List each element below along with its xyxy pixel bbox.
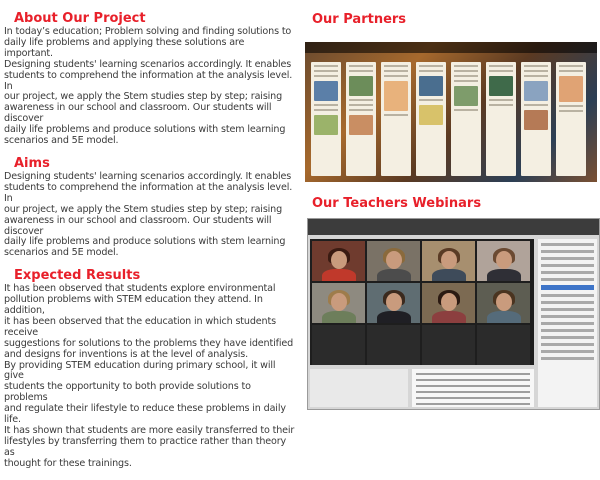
- video-tile: [477, 325, 530, 365]
- video-tile: [367, 325, 420, 365]
- about-heading: About Our Project: [14, 11, 146, 26]
- video-tile: [312, 241, 365, 281]
- video-tile: [422, 325, 475, 365]
- board-column: [521, 62, 551, 176]
- aims-text: Designing students' learning scenarios accordingly. It enables students to comprehend the information at the analysis level. In our project, we apply the Stem studies step by step; raising awareness in our school and classroom. Our students will discover daily life problems and produce solutions with stem learning scenarios and 5E model.: [4, 170, 293, 259]
- board-column: [346, 62, 376, 176]
- board-column: [311, 62, 341, 176]
- partners-board-image: [305, 42, 597, 182]
- video-tile: [312, 325, 365, 365]
- video-grid: [310, 239, 534, 365]
- webinar-left-panel: [310, 369, 408, 407]
- about-section: [4, 12, 296, 147]
- results-text: It has been observed that students explore environmental pollution problems with STEM education they attend. In addition, it has been observed that the education in which students receive suggestions for solutions to the problems they have identified and designs for inventions is at the level of analysis. By providing STEM education during primary school, it will give students the opportunity to both provide solutions to problems and regulate their lifestyle to reduce these problems in daily life. It has shown that students are more easily transferred to their lifestyles by transferring them to practice rather than theory as thought for these trainings.: [4, 283, 295, 469]
- aims-section: [4, 157, 296, 259]
- video-tile: [477, 241, 530, 281]
- video-tile: [367, 241, 420, 281]
- results-heading: Expected Results: [14, 268, 141, 284]
- webinar-attendee-list: [538, 239, 597, 407]
- video-tile: [477, 283, 530, 323]
- video-tile: [367, 283, 420, 323]
- webinars-heading: Our Teachers Webinars: [312, 196, 482, 211]
- board-column: [381, 62, 411, 176]
- board-toolbar: [305, 42, 597, 53]
- text-column: [4, 12, 296, 480]
- about-text: In today’s education; Problem solving and finding solutions to daily life problems and applying these solutions are important. Designing students' learning scenarios accordingly. It enables students to comprehend the information at the analysis level. In our project, we apply the Stem studies step by step; raising awareness in our school and classroom. Our students will discover daily life problems and produce solutions with stem learning scenarios and 5E model.: [4, 26, 293, 147]
- board-column: [416, 62, 446, 176]
- board-column: [486, 62, 516, 176]
- webinar-toolbar: [308, 219, 599, 235]
- partners-heading: Our Partners: [312, 12, 407, 27]
- aims-heading: Aims: [14, 155, 50, 171]
- webinar-chat-panel: [412, 369, 534, 407]
- results-section: [4, 269, 296, 469]
- video-tile: [422, 283, 475, 323]
- board-column: [451, 62, 481, 176]
- webinar-screenshot: [307, 218, 600, 410]
- video-tile: [422, 241, 475, 281]
- board-column: [556, 62, 586, 176]
- video-tile: [312, 283, 365, 323]
